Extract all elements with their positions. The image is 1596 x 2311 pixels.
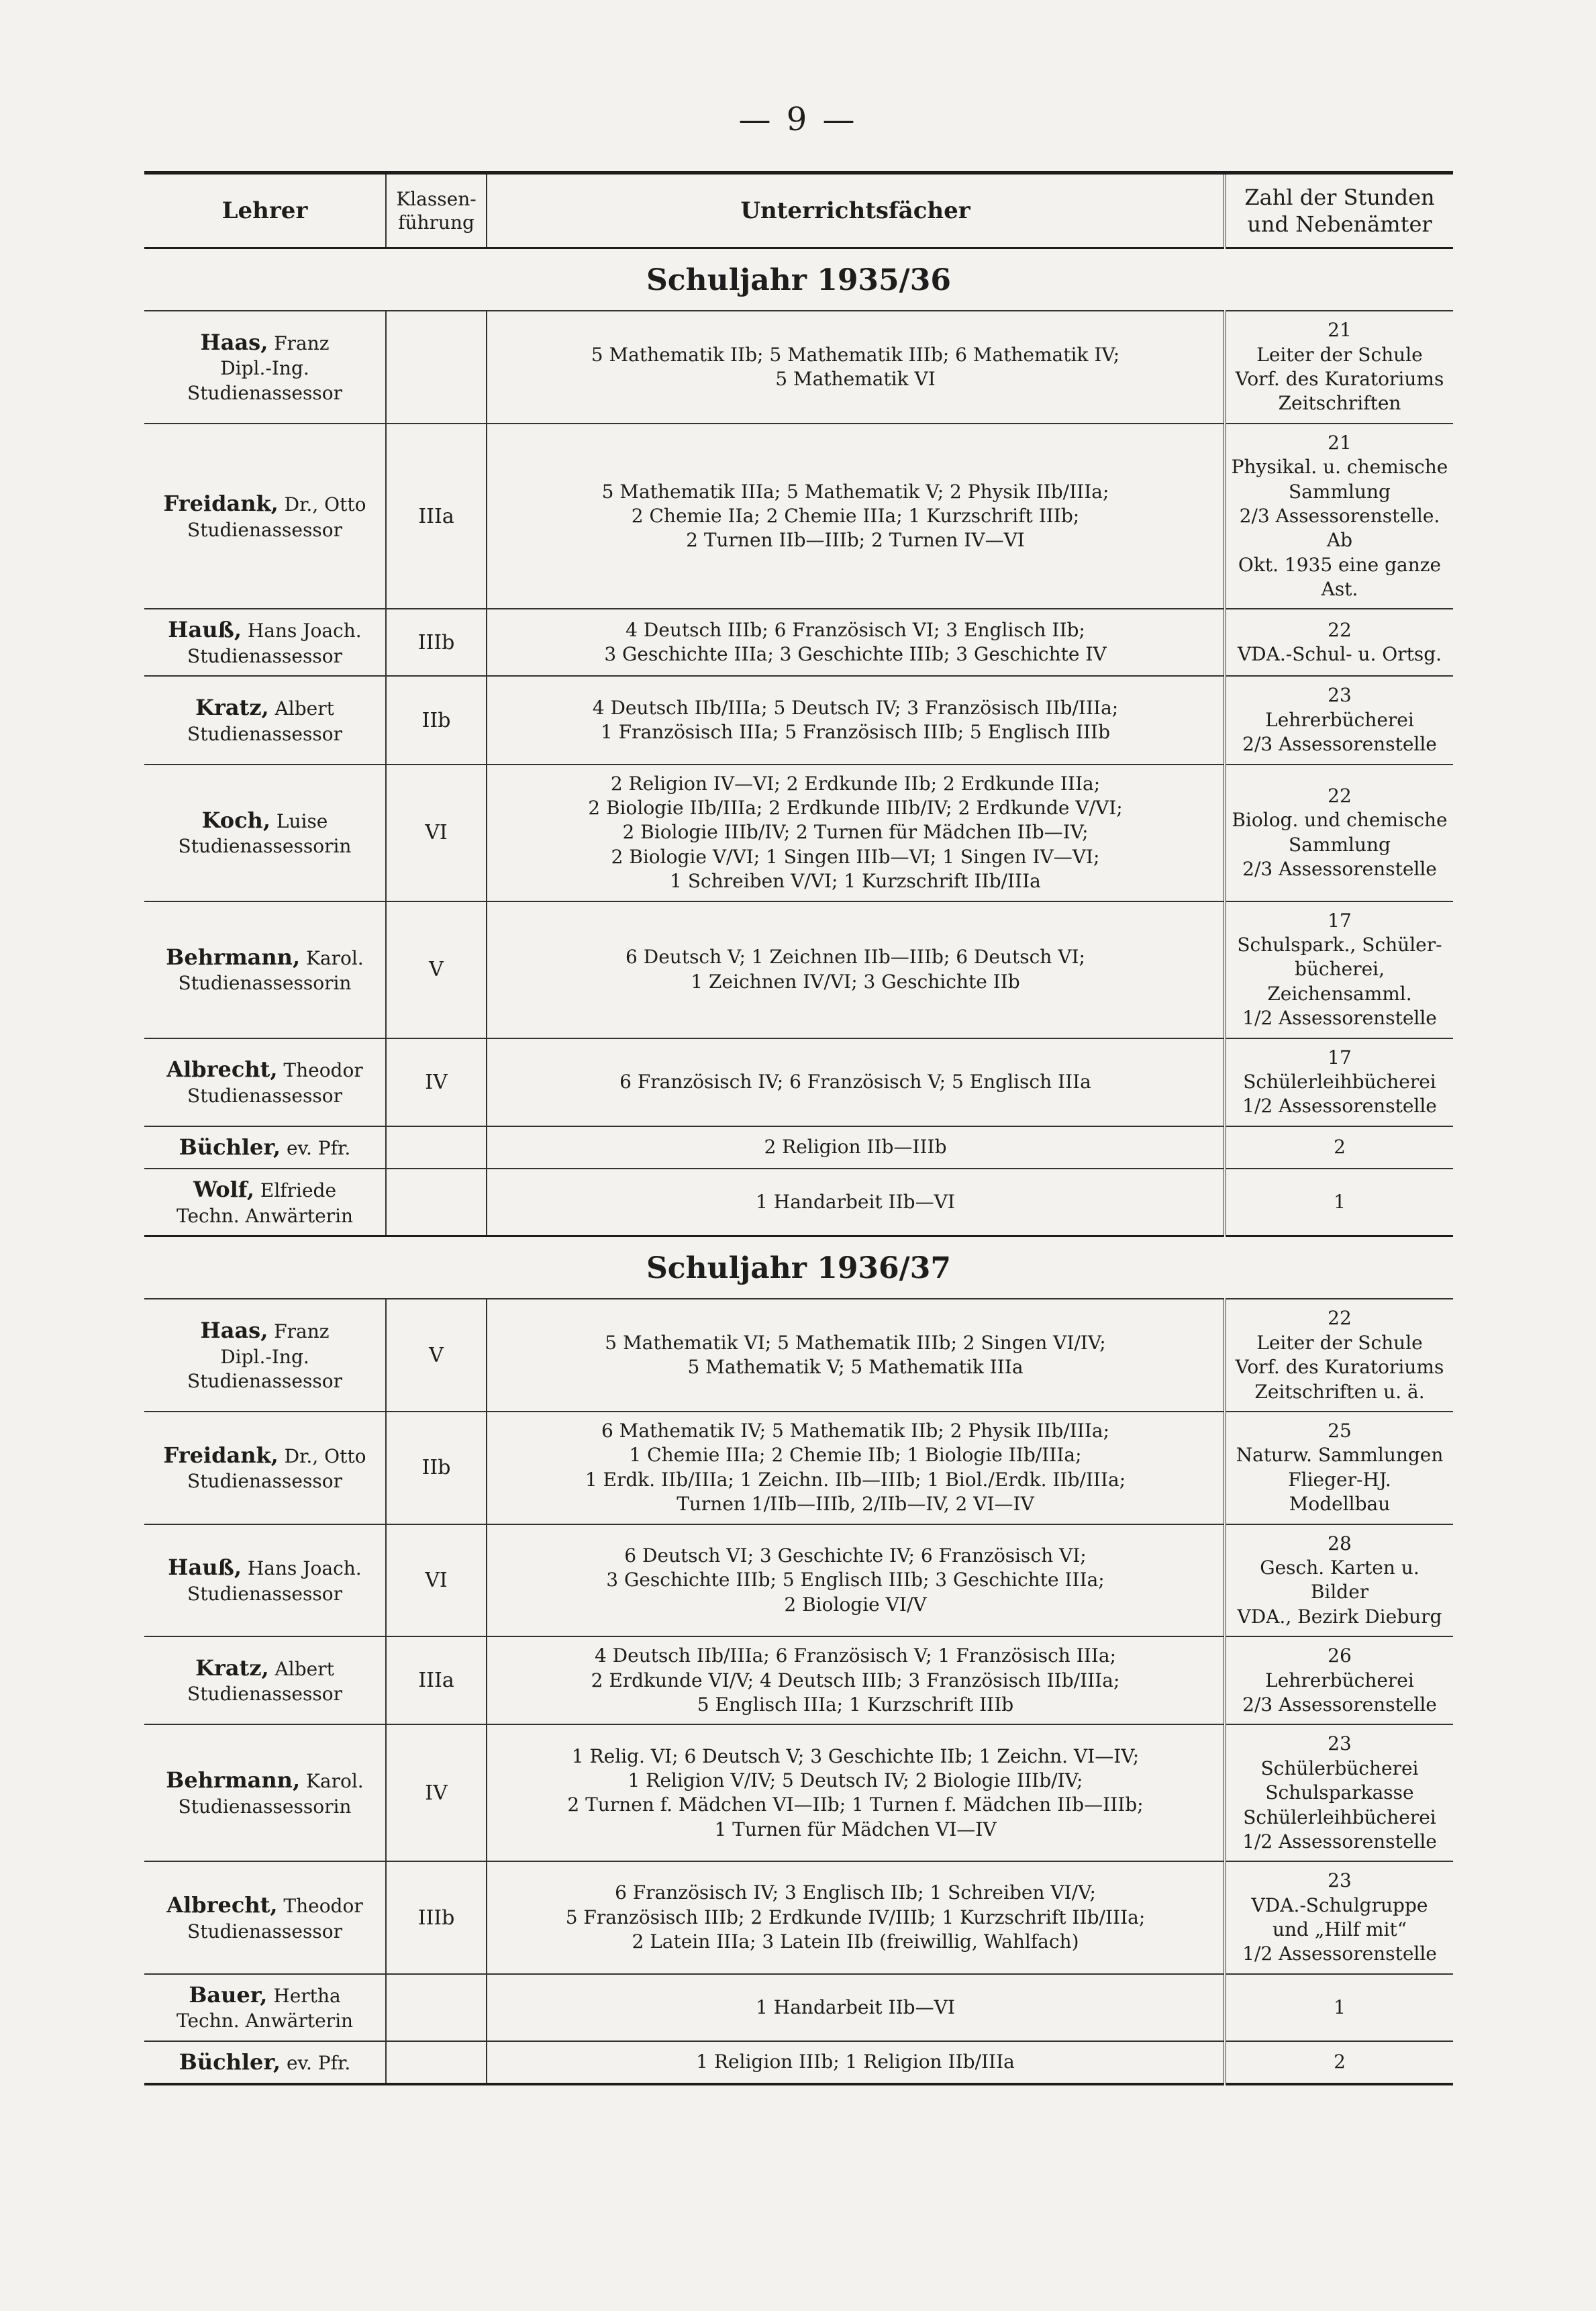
hours-count: 21 (1328, 431, 1352, 454)
hours-count: 21 (1328, 319, 1352, 342)
hours-cell (1225, 1636, 1453, 1724)
side-duty: VDA.-Schulgruppe (1251, 1894, 1428, 1916)
class-cell: IV (386, 1724, 487, 1861)
hours-count: 23 (1328, 684, 1352, 707)
teacher-cell (144, 1169, 386, 1236)
hours-count: 23 (1328, 1732, 1352, 1755)
class-cell (386, 2041, 487, 2085)
subjects-cell (487, 1299, 1225, 1412)
teacher-cell (144, 765, 386, 901)
subject-line: 4 Deutsch IIb/IIIa; 6 Französisch V; 1 Französisch IIIa; (594, 1644, 1117, 1667)
teacher-row (144, 1412, 1453, 1524)
class-cell: IIb (386, 1412, 487, 1524)
subject-line: 2 Turnen f. Mädchen VI—IIb; 1 Turnen f. Mädchen IIb—IIIb; (567, 1793, 1144, 1816)
class-cell: IIIa (386, 424, 487, 609)
side-duty: 2/3 Assessorenstelle (1242, 733, 1437, 756)
teacher-row (144, 311, 1453, 424)
hours-cell (1225, 1299, 1453, 1412)
teacher-name: Freidank, (163, 1442, 279, 1468)
teacher-schedule-table (144, 171, 1453, 2085)
hours-count: 17 (1328, 1046, 1352, 1069)
side-duty: 1/2 Assessorenstelle (1242, 1007, 1437, 1030)
hours-cell (1225, 1724, 1453, 1861)
teacher-title: Studienassessorin (178, 1795, 352, 1818)
teacher-row (144, 424, 1453, 609)
teacher-title: Dipl.-Ing. (220, 357, 309, 380)
teacher-first-name: Luise (276, 809, 328, 832)
subjects-cell (487, 1038, 1225, 1126)
teacher-title: Studienassessor (187, 1683, 342, 1706)
hours-cell (1225, 1974, 1453, 2041)
teacher-cell (144, 2041, 386, 2085)
side-duty: Schülerleihbücherei (1243, 1806, 1436, 1828)
subject-line: 2 Latein IIIa; 3 Latein IIb (freiwillig, Wahlfach) (632, 1930, 1079, 1953)
class-cell (386, 1126, 487, 1169)
header-row (144, 173, 1453, 248)
teacher-first-name: Elfriede (260, 1179, 337, 1202)
teacher-row (144, 1299, 1453, 1412)
hours-count: 2 (1334, 2051, 1346, 2073)
teacher-title: Studienassessor (187, 1470, 342, 1493)
hours-count: 2 (1334, 1136, 1346, 1159)
side-duty: 1/2 Assessorenstelle (1242, 1943, 1437, 1965)
hours-count: 22 (1328, 1307, 1352, 1330)
side-duty: Zeitschriften u. ä. (1254, 1380, 1425, 1403)
teacher-name: Wolf, (193, 1177, 254, 1203)
teacher-title: Studienassessor (187, 1920, 342, 1943)
class-cell: IIIa (386, 1636, 487, 1724)
class-cell: VI (386, 765, 487, 901)
teacher-cell (144, 1299, 386, 1412)
subject-line: 6 Deutsch V; 1 Zeichnen IIb—IIIb; 6 Deutsch VI; (626, 946, 1085, 969)
subject-line: 4 Deutsch IIb/IIIa; 5 Deutsch IV; 3 Französisch IIb/IIIa; (592, 696, 1119, 719)
side-duty: bücherei, Zeichensamml. (1267, 958, 1412, 1005)
class-cell (386, 1169, 487, 1236)
hours-count: 1 (1334, 1996, 1346, 2018)
side-duty: Schülerleihbücherei (1243, 1070, 1436, 1093)
subject-line: 1 Religion V/IV; 5 Deutsch IV; 2 Biologie IIIb/IV; (628, 1769, 1083, 1791)
teacher-row (144, 1524, 1453, 1637)
subject-line: 1 Erdk. IIb/IIIa; 1 Zeichn. IIb—IIIb; 1 Biol./Erdk. IIb/IIIa; (585, 1468, 1126, 1491)
subject-line: 6 Französisch IV; 3 Englisch IIb; 1 Schreiben VI/V; (615, 1881, 1096, 1904)
teacher-first-name: Hans Joach. (247, 1557, 362, 1580)
hours-count: 26 (1328, 1644, 1352, 1667)
side-duty: und „Hilf mit“ (1272, 1918, 1407, 1941)
class-cell: IIIb (386, 609, 487, 676)
side-duty: VDA.-Schul- u. Ortsg. (1237, 643, 1442, 666)
school-year-row (144, 248, 1453, 311)
teacher-name: Büchler, (179, 2049, 281, 2075)
side-duty: Sammlung (1289, 833, 1391, 856)
subject-line: 1 Französisch IIIa; 5 Französisch IIIb; 5 Englisch IIIb (600, 721, 1111, 744)
subject-line: 2 Biologie VI/V (784, 1593, 927, 1616)
teacher-row (144, 609, 1453, 676)
subject-line: 2 Erdkunde VI/V; 4 Deutsch IIIb; 3 Französisch IIb/IIIa; (591, 1669, 1120, 1691)
side-duty: Zeitschriften (1278, 392, 1401, 415)
subjects-cell (487, 1974, 1225, 2041)
subject-line: 2 Turnen IIb—IIIb; 2 Turnen IV—VI (686, 529, 1025, 552)
teacher-first-name: Hans Joach. (247, 620, 362, 642)
side-duty: Naturw. Sammlungen (1236, 1444, 1444, 1467)
hours-cell (1225, 1861, 1453, 1974)
subjects-cell (487, 1412, 1225, 1524)
teacher-cell (144, 609, 386, 676)
teacher-row (144, 1126, 1453, 1169)
side-duty: VDA., Bezirk Dieburg (1237, 1605, 1442, 1628)
teacher-cell (144, 424, 386, 609)
teacher-cell (144, 676, 386, 764)
teacher-cell (144, 1038, 386, 1126)
subject-line: 1 Religion IIIb; 1 Religion IIb/IIIa (696, 2051, 1015, 2073)
subject-line: 1 Schreiben V/VI; 1 Kurzschrift IIb/IIIa (670, 870, 1041, 893)
subject-line: 1 Handarbeit IIb—VI (756, 1996, 955, 2018)
teacher-first-name: Albert (275, 1657, 334, 1680)
teacher-row (144, 2041, 1453, 2085)
hours-cell (1225, 1038, 1453, 1126)
hours-cell (1225, 311, 1453, 424)
teacher-title: Studienassessor (187, 1084, 342, 1107)
teacher-first-name: Franz (274, 332, 330, 354)
side-duty: 2/3 Assessorenstelle (1242, 858, 1437, 880)
teacher-name: Freidank, (163, 491, 279, 517)
subject-line: 1 Turnen für Mädchen VI—IV (714, 1818, 997, 1840)
teacher-title: Studienassessorin (178, 835, 352, 858)
teacher-title: Studienassessor (187, 1582, 342, 1605)
teacher-cell (144, 1724, 386, 1861)
teacher-title: Studienassessor (187, 381, 342, 404)
side-duty: Schulspark., Schüler- (1237, 933, 1442, 956)
side-duty: Physikal. u. chemische (1231, 456, 1448, 479)
teacher-cell (144, 1974, 386, 2041)
hours-cell (1225, 765, 1453, 901)
side-duty: 1/2 Assessorenstelle (1242, 1095, 1437, 1118)
hours-cell (1225, 1126, 1453, 1169)
teacher-first-name: Albert (275, 697, 334, 720)
hours-count: 1 (1334, 1191, 1346, 1214)
subject-line: 5 Französisch IIIb; 2 Erdkunde IV/IIIb; 1 Kurzschrift IIb/IIIa; (565, 1906, 1146, 1928)
subject-line: 5 Englisch IIIa; 1 Kurzschrift IIIb (697, 1693, 1014, 1716)
subjects-cell (487, 1636, 1225, 1724)
subjects-cell (487, 1861, 1225, 1974)
subject-line: 2 Biologie IIb/IIIa; 2 Erdkunde IIIb/IV; 2 Erdkunde V/VI; (588, 797, 1123, 820)
teacher-row (144, 1636, 1453, 1724)
teacher-name: Albrecht, (166, 1056, 278, 1083)
school-year-row (144, 1236, 1453, 1299)
header-teacher: Lehrer (144, 173, 386, 248)
teacher-title: Studienassessorin (178, 972, 352, 995)
side-duty: Vorf. des Kuratoriums (1235, 367, 1444, 390)
subject-line: 2 Biologie IIIb/IV; 2 Turnen für Mädchen IIb—IV; (622, 821, 1089, 844)
school-year-heading: Schuljahr 1935/36 (144, 248, 1453, 311)
side-duty: Flieger-HJ. (1288, 1468, 1391, 1491)
side-duty: Sammlung (1289, 480, 1391, 503)
teacher-first-name: Dr., Otto (284, 493, 366, 516)
teacher-name: Albrecht, (166, 1892, 278, 1918)
subject-line: 2 Biologie V/VI; 1 Singen IIIb—VI; 1 Singen IV—VI; (611, 845, 1100, 868)
hours-count: 17 (1328, 909, 1352, 932)
side-duty: Biolog. und chemische (1232, 809, 1448, 832)
class-cell: IV (386, 1038, 487, 1126)
teacher-row (144, 676, 1453, 764)
teacher-title: Studienassessor (187, 722, 342, 745)
subject-line: 6 Deutsch VI; 3 Geschichte IV; 6 Französisch VI; (624, 1544, 1087, 1567)
teacher-cell (144, 1861, 386, 1974)
subject-line: 5 Mathematik VI; 5 Mathematik IIIb; 2 Singen VI/IV; (605, 1331, 1106, 1354)
side-duty: 2/3 Assessorenstelle (1242, 1693, 1437, 1716)
class-cell: VI (386, 1524, 487, 1637)
subjects-cell (487, 424, 1225, 609)
subject-line: 1 Handarbeit IIb—VI (756, 1191, 955, 1214)
subjects-cell (487, 609, 1225, 676)
teacher-first-name: Franz (274, 1320, 330, 1343)
class-cell (386, 311, 487, 424)
teacher-row (144, 1861, 1453, 1974)
teacher-row (144, 1724, 1453, 1861)
hours-cell (1225, 2041, 1453, 2085)
teacher-first-name: Hertha (273, 1984, 341, 2007)
side-duty: 1/2 Assessorenstelle (1242, 1830, 1437, 1853)
subject-line: 5 Mathematik V; 5 Mathematik IIIa (687, 1356, 1024, 1379)
hours-count: 22 (1328, 619, 1352, 642)
subject-line: 2 Chemie IIa; 2 Chemie IIIa; 1 Kurzschrift IIIb; (631, 504, 1080, 527)
teacher-first-name: Karol. (305, 1770, 364, 1793)
teacher-name: Kratz, (195, 1655, 269, 1681)
subject-line: 6 Mathematik IV; 5 Mathematik IIb; 2 Physik IIb/IIIa; (601, 1420, 1110, 1442)
teacher-name: Bauer, (189, 1981, 268, 2008)
side-duty: Lehrerbücherei (1265, 708, 1414, 731)
class-cell: V (386, 901, 487, 1038)
teacher-cell (144, 311, 386, 424)
subjects-cell (487, 765, 1225, 901)
teacher-cell (144, 1524, 386, 1637)
subject-line: 5 Mathematik VI (775, 367, 936, 390)
teacher-name: Hauß, (168, 1555, 242, 1581)
class-cell (386, 1974, 487, 2041)
subjects-cell (487, 901, 1225, 1038)
side-duty: Leiter der Schule (1256, 1331, 1423, 1354)
subject-line: Turnen 1/IIb—IIIb, 2/IIb—IV, 2 VI—IV (677, 1493, 1034, 1516)
subjects-cell (487, 1724, 1225, 1861)
hours-count: 22 (1328, 784, 1352, 807)
class-cell: IIIb (386, 1861, 487, 1974)
side-duty: Leiter der Schule (1256, 343, 1423, 366)
subject-line: 4 Deutsch IIIb; 6 Französisch VI; 3 Englisch IIb; (626, 619, 1085, 642)
teacher-row (144, 901, 1453, 1038)
subject-line: 2 Religion IV—VI; 2 Erdkunde IIb; 2 Erdkunde IIIa; (610, 772, 1101, 795)
subject-line: 5 Mathematik IIb; 5 Mathematik IIIb; 6 Mathematik IV; (591, 343, 1120, 366)
side-duty: Schülerbücherei (1260, 1757, 1419, 1779)
teacher-first-name: ev. Pfr. (286, 2051, 351, 2074)
subjects-cell (487, 676, 1225, 764)
hours-cell (1225, 609, 1453, 676)
hours-count: 25 (1328, 1420, 1352, 1442)
teacher-title: Techn. Anwärterin (176, 2010, 354, 2032)
teacher-title: Techn. Anwärterin (176, 1204, 354, 1227)
teacher-title: Studienassessor (187, 518, 342, 541)
subjects-cell (487, 1126, 1225, 1169)
hours-cell (1225, 1412, 1453, 1524)
teacher-title: Studienassessor (187, 645, 342, 668)
teacher-name: Behrmann, (166, 1767, 301, 1793)
subjects-cell (487, 2041, 1225, 2085)
subject-line: 3 Geschichte IIIb; 5 Englisch IIIb; 3 Geschichte IIIa; (606, 1569, 1105, 1591)
teacher-title: Dipl.-Ing. (220, 1345, 309, 1368)
subject-line: 1 Relig. VI; 6 Deutsch V; 3 Geschichte IIb; 1 Zeichn. VI—IV; (571, 1744, 1140, 1767)
subject-line: 6 Französisch IV; 6 Französisch V; 5 Englisch IIIa (619, 1070, 1091, 1093)
teacher-cell (144, 1126, 386, 1169)
side-duty: Okt. 1935 eine ganze Ast. (1238, 553, 1442, 601)
teacher-name: Kratz, (195, 695, 269, 721)
teacher-first-name: ev. Pfr. (286, 1136, 351, 1159)
teacher-row (144, 1038, 1453, 1126)
teacher-name: Hauß, (168, 617, 242, 643)
teacher-name: Büchler, (179, 1134, 281, 1160)
table-body (144, 248, 1453, 2085)
subject-line: 3 Geschichte IIIa; 3 Geschichte IIIb; 3 Geschichte IV (604, 643, 1107, 666)
teacher-cell (144, 1412, 386, 1524)
header-hours: Zahl der Stunden und Nebenämter (1225, 173, 1453, 248)
class-cell: IIb (386, 676, 487, 764)
side-duty: Gesch. Karten u. Bilder (1260, 1557, 1419, 1604)
hours-cell (1225, 424, 1453, 609)
subject-line: 2 Religion IIb—IIIb (764, 1136, 947, 1159)
header-subjects: Unterrichtsfächer (487, 173, 1225, 248)
teacher-first-name: Karol. (305, 946, 364, 969)
side-duty: Lehrerbücherei (1265, 1669, 1414, 1691)
side-duty: 2/3 Assessorenstelle. Ab (1239, 504, 1440, 552)
subject-line: 1 Zeichnen IV/VI; 3 Geschichte IIb (691, 970, 1020, 993)
class-cell: V (386, 1299, 487, 1412)
teacher-row (144, 1169, 1453, 1236)
side-duty: Schulsparkasse (1265, 1781, 1414, 1804)
page-number: — 9 — (738, 101, 858, 138)
hours-cell (1225, 901, 1453, 1038)
subjects-cell (487, 311, 1225, 424)
subject-line: 1 Chemie IIIa; 2 Chemie IIb; 1 Biologie IIb/IIIa; (629, 1444, 1082, 1467)
hours-count: 28 (1328, 1532, 1352, 1555)
teacher-first-name: Theodor (283, 1059, 363, 1082)
subjects-cell (487, 1169, 1225, 1236)
hours-cell (1225, 1169, 1453, 1236)
teacher-row (144, 765, 1453, 901)
teacher-cell (144, 901, 386, 1038)
subjects-cell (487, 1524, 1225, 1637)
teacher-name: Haas, (200, 329, 268, 355)
teacher-cell (144, 1636, 386, 1724)
hours-cell (1225, 676, 1453, 764)
subject-line: 5 Mathematik IIIa; 5 Mathematik V; 2 Physik IIb/IIIa; (601, 480, 1109, 503)
teacher-row (144, 1974, 1453, 2041)
teacher-name: Koch, (201, 807, 270, 833)
teacher-title: Studienassessor (187, 1370, 342, 1393)
teacher-name: Haas, (200, 1318, 268, 1344)
teacher-name: Behrmann, (166, 944, 301, 970)
teacher-first-name: Dr., Otto (284, 1444, 366, 1467)
hours-cell (1225, 1524, 1453, 1637)
header-class: Klassen- führung (386, 173, 487, 248)
hours-count: 23 (1328, 1869, 1352, 1892)
school-year-heading: Schuljahr 1936/37 (144, 1236, 1453, 1299)
teacher-first-name: Theodor (283, 1895, 363, 1918)
side-duty: Modellbau (1289, 1493, 1391, 1516)
side-duty: Vorf. des Kuratoriums (1235, 1356, 1444, 1379)
